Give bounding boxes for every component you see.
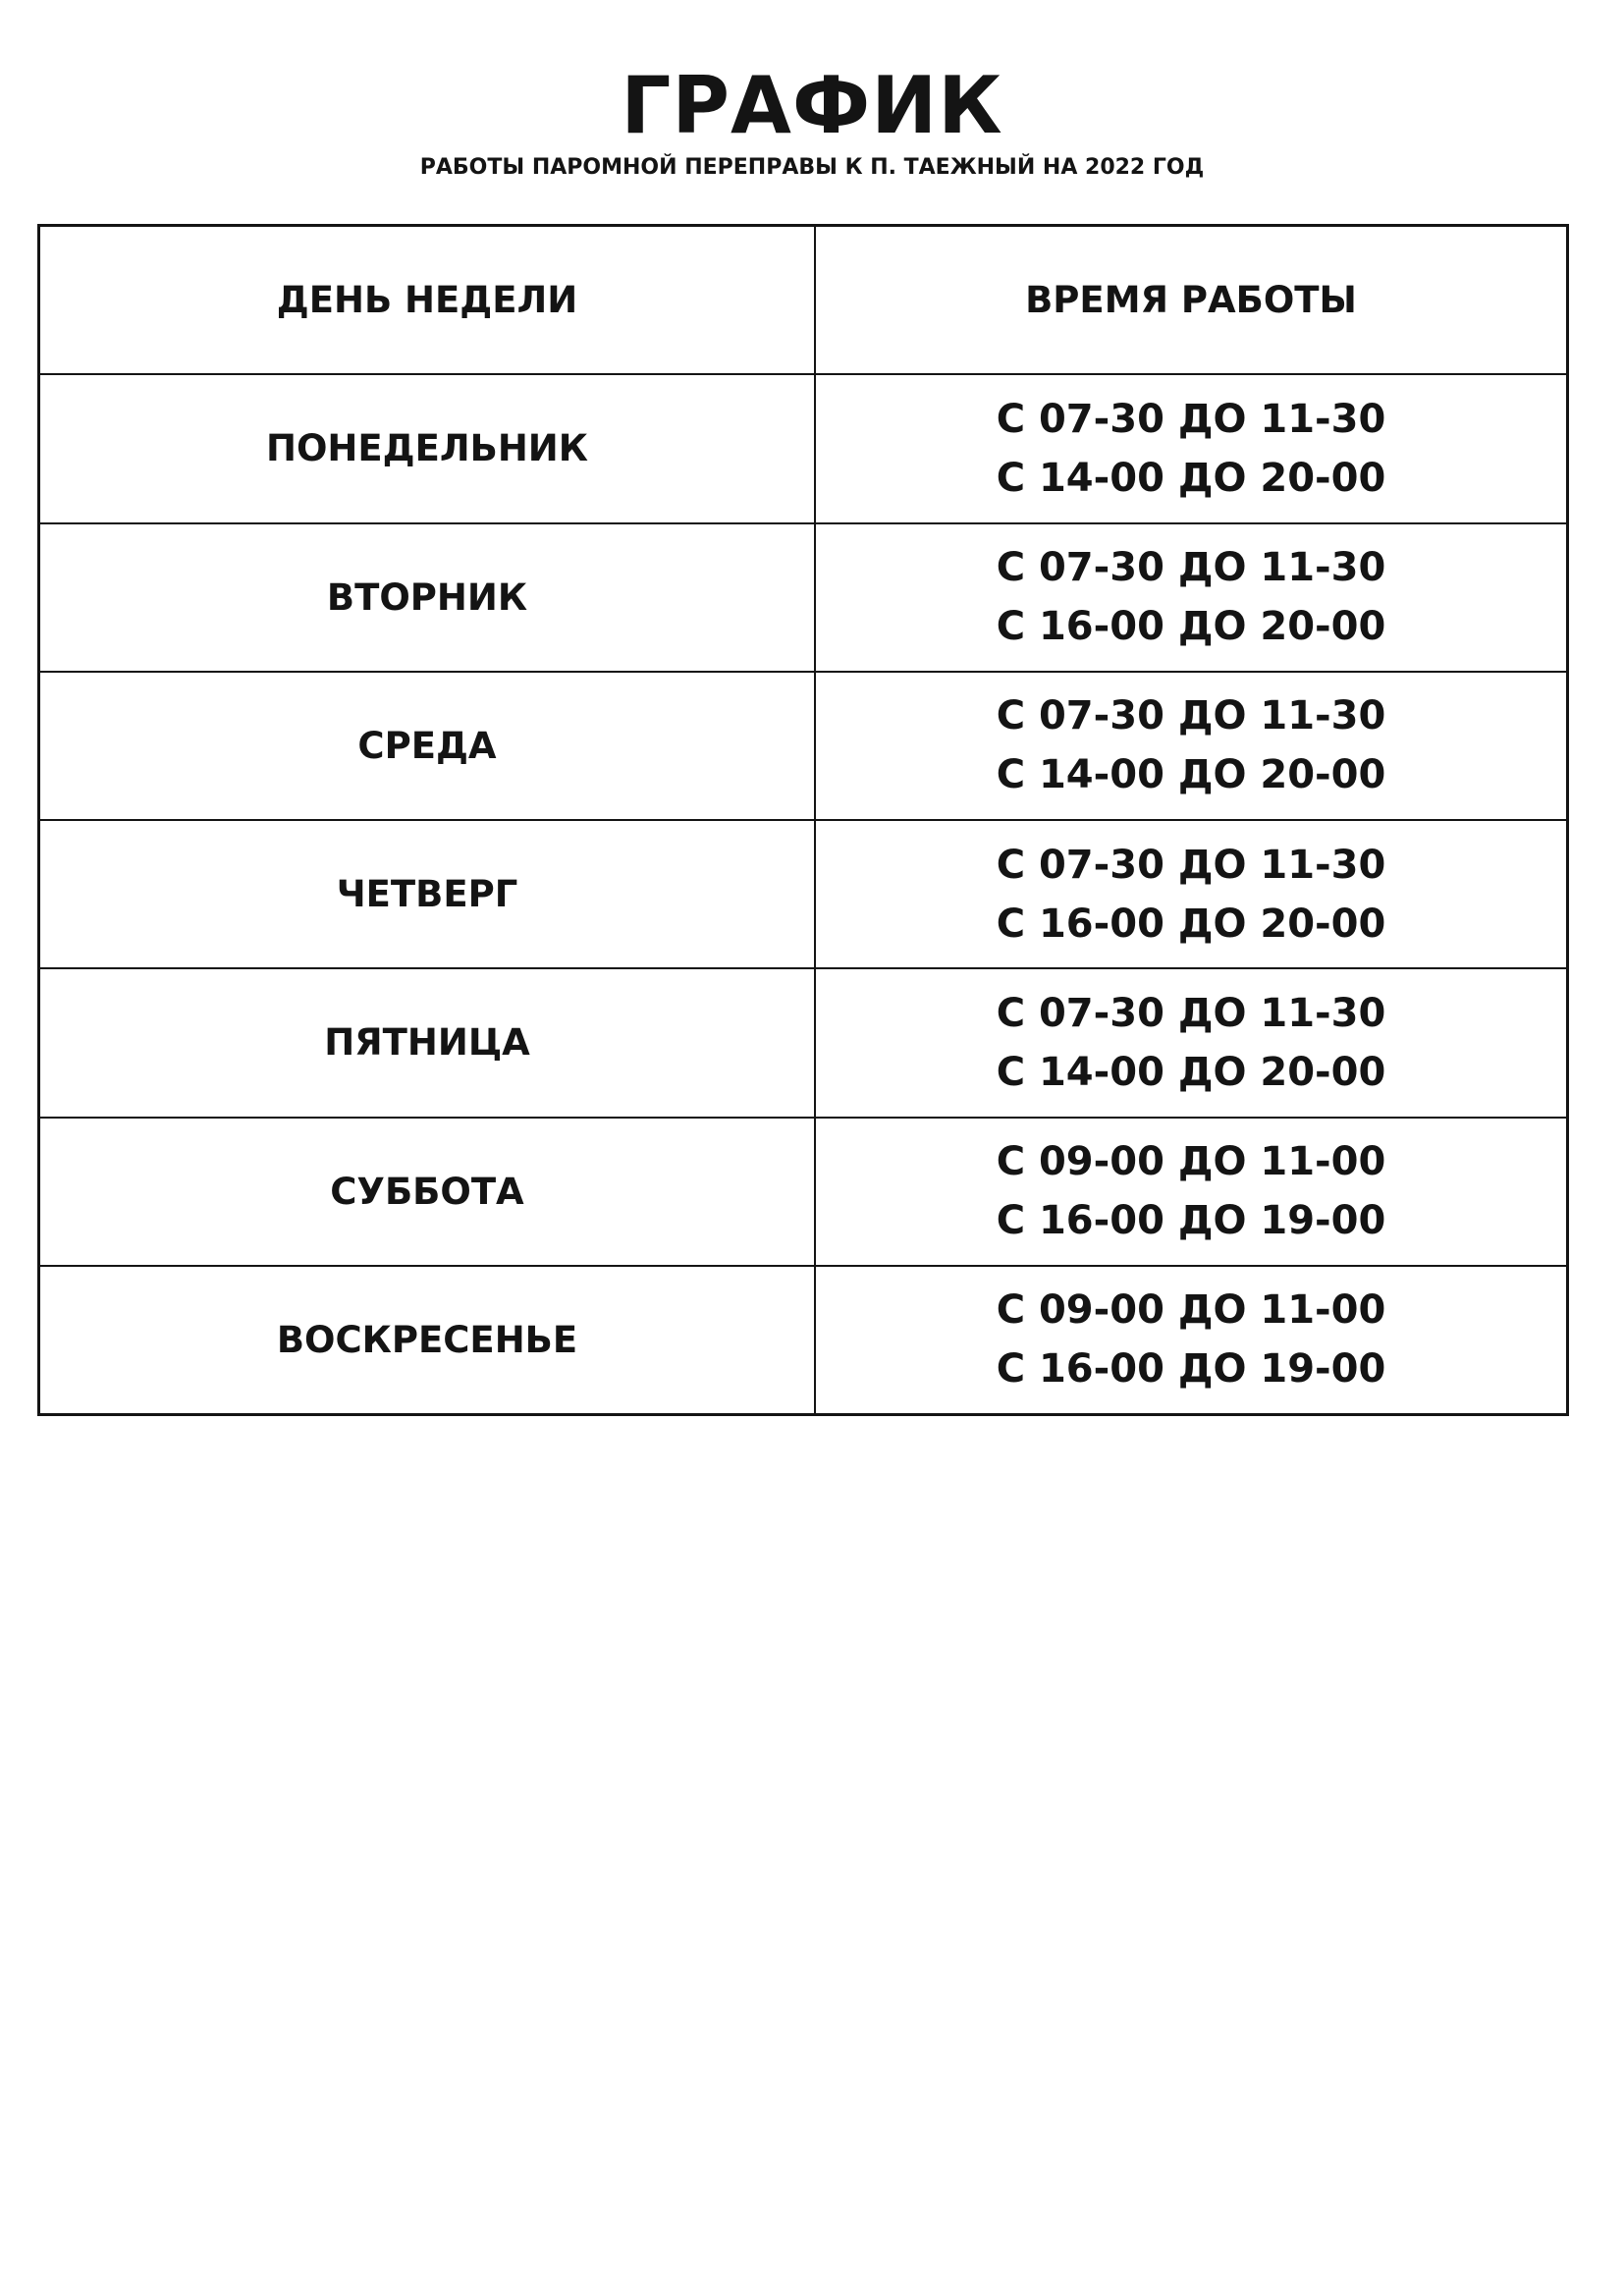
- hours-slot-2: С 16-00 ДО 20-00: [996, 901, 1386, 947]
- hours-cell-sunday: [816, 1267, 1566, 1413]
- table-row-saturday: [40, 1119, 1566, 1267]
- hours-cell-friday: [816, 969, 1566, 1116]
- day-cell-saturday: СУББОТА: [40, 1119, 816, 1265]
- table-row-monday: [40, 375, 1566, 523]
- table-row-thursday: [40, 821, 1566, 969]
- header-day-of-week: ДЕНЬ НЕДЕЛИ: [40, 227, 816, 373]
- hours-cell-wednesday: [816, 673, 1566, 819]
- hours-cell-tuesday: [816, 524, 1566, 671]
- hours-slot-1: С 07-30 ДО 11-30: [996, 693, 1386, 739]
- hours-slot-1: С 09-00 ДО 11-00: [996, 1287, 1386, 1334]
- hours-cell-thursday: [816, 821, 1566, 967]
- hours-slot-1: С 09-00 ДО 11-00: [996, 1139, 1386, 1185]
- schedule-table: [37, 224, 1569, 1416]
- hours-slot-1: С 07-30 ДО 11-30: [996, 842, 1386, 888]
- day-cell-friday: ПЯТНИЦА: [40, 969, 816, 1116]
- header-working-hours: ВРЕМЯ РАБОТЫ: [1025, 278, 1357, 321]
- day-cell-wednesday: СРЕДА: [40, 673, 816, 819]
- hours-slot-2: С 16-00 ДО 20-00: [996, 604, 1386, 650]
- hours-slot-1: С 07-30 ДО 11-30: [996, 545, 1386, 591]
- day-cell-tuesday: ВТОРНИК: [40, 524, 816, 671]
- hours-slot-2: С 16-00 ДО 19-00: [996, 1346, 1386, 1393]
- table-row-sunday: [40, 1267, 1566, 1413]
- document-title: ГРАФИК: [621, 60, 1003, 151]
- hours-slot-1: С 07-30 ДО 11-30: [996, 396, 1386, 442]
- hours-slot-2: С 14-00 ДО 20-00: [996, 752, 1386, 798]
- day-cell-sunday: ВОСКРЕСЕНЬЕ: [40, 1267, 816, 1413]
- hours-slot-2: С 16-00 ДО 19-00: [996, 1198, 1386, 1244]
- hours-cell-monday: [816, 375, 1566, 521]
- table-row-wednesday: [40, 673, 1566, 821]
- table-row-friday: [40, 969, 1566, 1118]
- hours-slot-1: С 07-30 ДО 11-30: [996, 990, 1386, 1036]
- table-header-row: [40, 227, 1566, 375]
- day-cell-monday: ПОНЕДЕЛЬНИК: [40, 375, 816, 521]
- hours-slot-2: С 14-00 ДО 20-00: [996, 455, 1386, 501]
- document-subtitle: РАБОТЫ ПАРОМНОЙ ПЕРЕПРАВЫ К П. ТАЕЖНЫЙ НА 2022 ГОД: [419, 155, 1205, 180]
- hours-slot-2: С 14-00 ДО 20-00: [996, 1049, 1386, 1095]
- hours-cell-saturday: [816, 1119, 1566, 1265]
- table-row-tuesday: [40, 524, 1566, 673]
- day-cell-thursday: ЧЕТВЕРГ: [40, 821, 816, 967]
